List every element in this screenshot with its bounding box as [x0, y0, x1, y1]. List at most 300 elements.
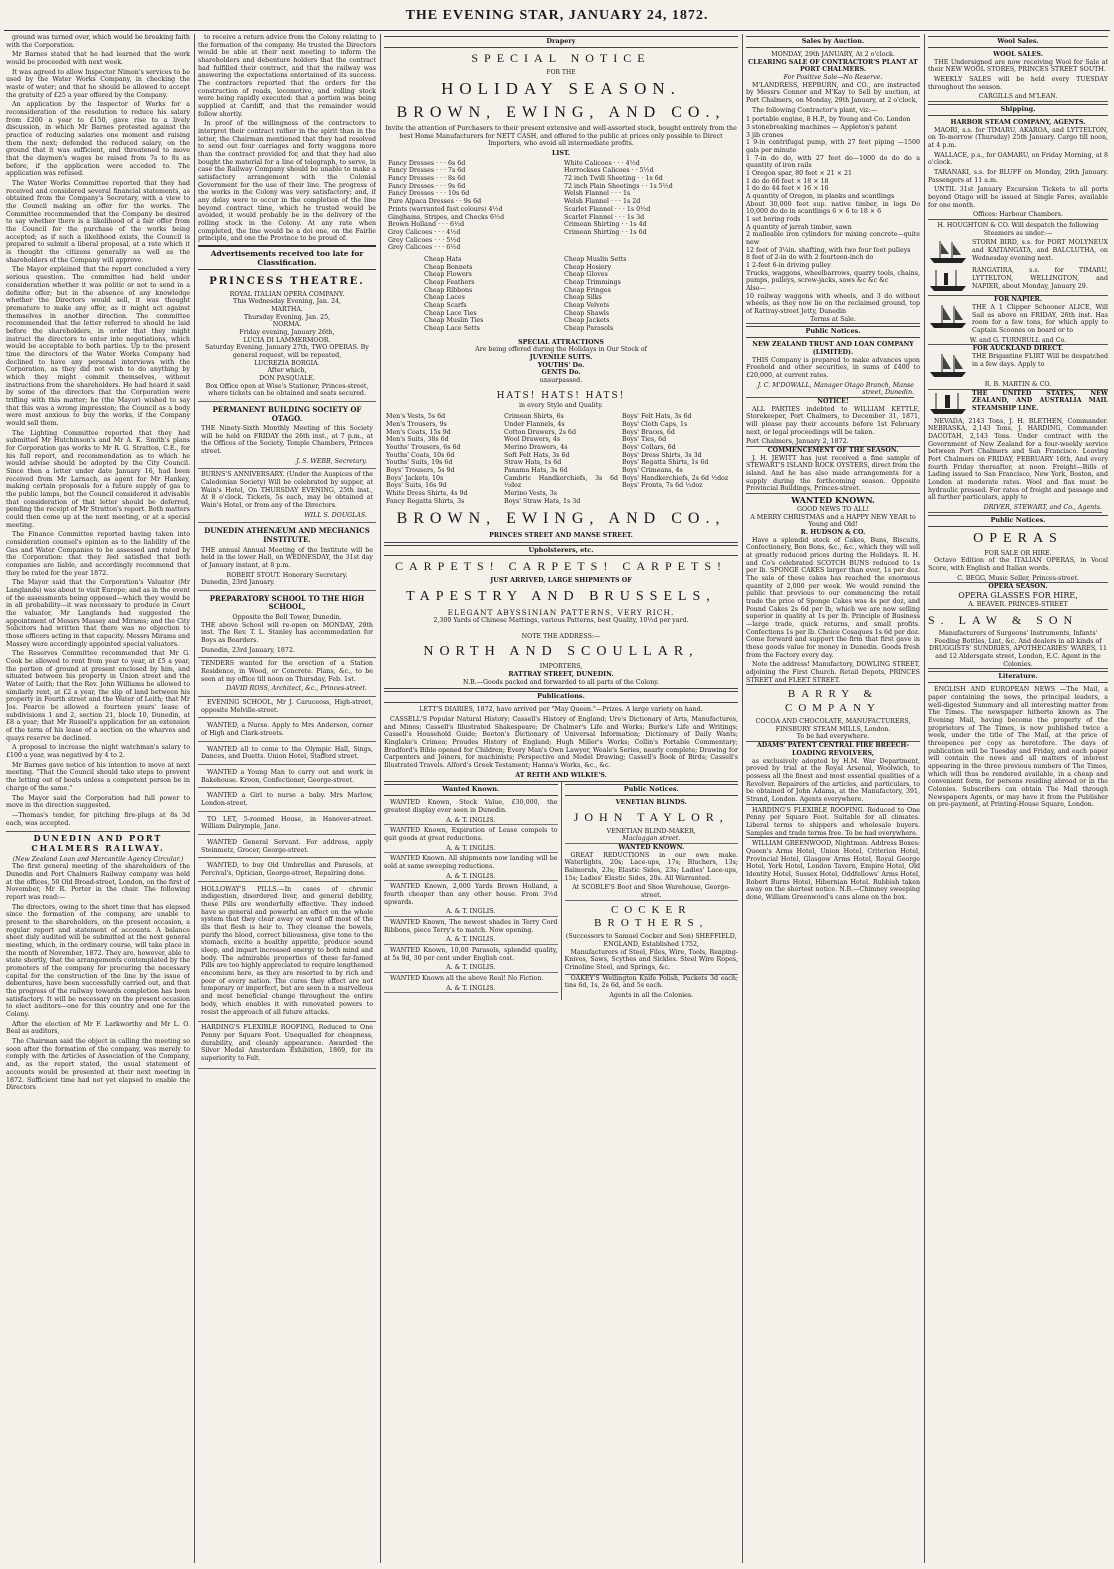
paragraph: ground was turned over, which would be breaking faith with the Corporation. [6, 34, 190, 49]
wanted-known-ad: WANTED Known, 10,00 Parasols, splendid quality, at 5s 9d, 30 per cent under English cost. [384, 947, 558, 962]
theatre-line: LUCREZIA BORGIA. [254, 359, 320, 367]
public-notices-section [562, 782, 739, 999]
price-list-right [564, 160, 734, 252]
upholsterers-heading: Upholsterers, etc. [384, 545, 738, 557]
menswear-item: Youths' Trousers, 6s 6d [386, 443, 461, 451]
cheap-list-left [424, 256, 558, 333]
cheap-list-right [564, 256, 698, 333]
plant-item: Trucks, waggons, wheelbarrows, quarry tools, chains, pumps, pulleys, screw-jacks, saws &c &c &c [746, 269, 920, 285]
special-attractions: SPECIAL ATTRACTIONS [518, 338, 604, 346]
united-title: THE UNITED STATES, NEW ZEALAND, AND AUSTRALIA MAIL STEAMSHIP LINE. [972, 389, 1108, 412]
nz-trust-signature: J. C. M'DOWALL, Manager Otago Branch, Manse street, Dunedin. [746, 382, 914, 398]
menswear-item: Boys' Felt Hats, 3s 6d [622, 413, 692, 421]
holiday-season: HOLIDAY SEASON. [441, 78, 681, 98]
north-scoullar: NORTH AND SCOULLAR, [423, 644, 699, 660]
plant-item: 1 set boring rods [746, 216, 801, 224]
martin: R. B. MARTIN & CO. [928, 381, 1108, 390]
plant-intro: The following Contractor's plant, viz:— [752, 106, 877, 114]
oakey-text: OAKEY'S Wellington Knife Polish, Packets 3d each; tins 6d, 1s, 2s 6d, and 5s each. [564, 974, 738, 990]
theatre-line: Friday evening, January 26th, [239, 328, 335, 336]
inglis-signature: A. & T. INGLIS. [384, 964, 558, 973]
cassell-list: CASSELL'S Popular Natural History; Cassell's History of England; Ure's Dictionary of Arts, Manufactures, and Mines; Cassell's Illustrated Shakespeare; Dr Chalmer's Life and Works; Burke's Life and Writings; Cassell's Household Guide; Beeton's Dictionary of Universal Information; Dictionary of Daily Wants; Kinglake's Crimea; Proudes History of England; Hugh Miller's Works; Collin's Portable Commentary; Bradford's Bible opened for Children; Every Man's Own Lawyer, Weale's Series, nearly complete; Drawing for Carpenters and Joiners, for machinists; Perspective and Model Drawing; Cassell's Book of Birds; Cassell's Illustrated Travels. Alford's Greek Testament; Hanna's Works, &c., &c. [384, 715, 738, 769]
athenaeum-date: Dunedin, 23rd January. [201, 579, 275, 587]
cheap-item: Cheap Silks [564, 294, 602, 302]
theatre-line: Box Office open at Wise's Stationer, Princes-street, where tickets can be obtained and seats secured. [205, 382, 369, 398]
barry-company: BARRY & COMPANY [784, 688, 881, 714]
elegant-line: ELEGANT ABYSSINIAN PATTERNS, VERY RICH. [447, 607, 675, 617]
menswear-item: Boys' Braces, 6d [622, 428, 675, 436]
unsurpassed: unsurpassed. [539, 376, 583, 384]
theatre-title: PRINCESS THEATRE. [209, 276, 365, 288]
column-rule [194, 34, 195, 1563]
kettle-text: ALL PARTIES indebted to WILLIAM KETTLE, Storekeeper, Port Chalmers, to December 31, 1871, will please pay their accounts before 1st February next, or legal proceedings will be taken. [746, 405, 920, 436]
plant-item: 1 9-in centrifugal pump, with 27 feet piping —1500 gals per minute [746, 139, 920, 154]
railway-subtitle: (New Zealand Loan and Mercantile Agency Circular.) [12, 855, 184, 863]
plant-item: A quantity of Oregon, in planks and scantlings [746, 193, 895, 201]
paragraph: The Water Works Committee reported that they had received and considered several financial statements, as obtained from the Company's Secretary, with a view to the Council making an offer for the works. The Committee recommended that the Company be desired to say whether there is a likelihood of a fair offer from the Council for the purchase of the works being accepted; as if such a likelihood exists, the Council is prepared to submit a liberal proposal, at a rate which it is thought the citizens generally as well as the shareholders of the Company will approve. [6, 180, 190, 264]
ship-icon [928, 267, 968, 293]
terms-at-sale: Terms at Sale. [746, 316, 920, 325]
column-2 [198, 34, 376, 1563]
menswear-item: Merino Drawers, 4s [504, 443, 568, 451]
oakey-end: Agents in all the Colonies. [609, 992, 694, 1000]
plant-item: 1 do do 66 feet × 18 × 18 [746, 177, 829, 185]
wool-heading: Wool Sales. [928, 36, 1108, 48]
menswear-item: Boys' Fronts, 7s 6d ½doz [622, 482, 703, 490]
drapery-heading: Drapery [384, 36, 738, 48]
wanted-known-ad: WANTED Known. All shipments now landing will be sold at same sweeping reductions. [384, 855, 558, 870]
price-item: Welsh Flannel · · · 1s [564, 190, 631, 198]
column-4 [746, 34, 920, 1563]
menswear-item: Boys' Regatta Shirts, 1s 6d [622, 459, 709, 467]
john-taylor: JOHN TAYLOR, [573, 809, 729, 824]
scobles: At SCOBLE'S Boot and Shoe Warehouse, George-street. [565, 884, 739, 900]
theatre-ad [198, 272, 376, 402]
cheap-item: Cheap Lace Ties [424, 309, 477, 317]
building-title: PERMANENT BUILDING SOCIETY OF OTAGO. [212, 405, 362, 423]
paragraph: The Finance Committee reported having taken into consideration counsel's opinion as to the liability of the Gas and Water Companies to be assessed and rated by the Corporation: that they feel satisfied that both companies are liable, and accordingly recommend that they be rated for the year 1872. [6, 531, 190, 577]
brown-ewing-address: PRINCES STREET AND MANSE STREET. [384, 532, 738, 543]
shipping-heading: Shipping. [928, 104, 1108, 116]
prep-subtitle: Opposite the Bell Tower, Dunedin. [232, 613, 342, 621]
hats-heading: HATS! HATS! HATS! [496, 390, 626, 401]
menswear-item: White Dress Shirts, 4s 9d [386, 489, 468, 497]
menswear-item: Fancy Regatta Shirts, 3s [386, 497, 465, 505]
wanted-known-ad: WANTED Known, The newest shades in Terry Cord Ribbons, piece Terry's to match. Now opening. [384, 919, 558, 934]
theatre-line: Thursday Evening, Jan. 25, [243, 313, 331, 321]
wool-text: THE Undersigned are now receiving Wool for Sale at their NEW WOOL STORES, PRINCES STREET SOUTH. [928, 58, 1108, 74]
burns-text: BURNS'S ANNIVERSARY. (Under the Auspices of the Caledonian Society) Will be celebrated by supper, at Wain's Hotel, On THURSDAY EVENING, 25th inst., At 8 o'clock. Tickets, 5s each, may be obtained at Wain's Hotel, or from any of the Directors. [201, 471, 373, 510]
cheap-item: Cheap Muslin Ties [424, 317, 484, 325]
menswear-item: Youths' Suits, 19s 6d [386, 459, 453, 467]
paragraph: An application by the Inspector of Works for a reconsideration of the resolution to reduce his salary from £200 a year to £150, gave rise to a lively discussion, in which Mr Barnes protested against the practice of reducing salaries one moment and raising them the next; defended the reduced salary, on the ground that it was sufficient, and threatened to move that the daymen's wages be raised from 7s to 8s as before, if the application were acceded to. The application was refused. [6, 101, 190, 178]
railway-report [6, 863, 190, 1091]
price-item: Fancy Dresses · · · 8s 6d [388, 175, 466, 183]
menswear-item: Under Flannels, 4s [504, 420, 565, 428]
plant-item: A quantity of jarrah timber, sawn [746, 223, 852, 231]
menswear-item: Cambric Handkerchiefs, 3s 6d ½doz [504, 474, 618, 490]
operas-sub: FOR SALE OR HIRE. [984, 549, 1052, 557]
plant-list [746, 116, 920, 315]
merry-christmas: A MERRY CHRISTMAS and a HAPPY NEW YEAR to Young and Old! [750, 513, 916, 529]
paragraph: The Lighting Committee reported that they had submitted Mr Hutchinson's and Mr A. K. Smith's plans for Corporation gas works to Mr R. G. Stratton, C.E., for his full report, and recommendation as to which he would advise should be adopted by the City Council. Since then a letter under date January 16, had been received from Mr Larnach, as agent for Mr Hankey, making certain proposals for a future supply of gas to the public lamps, but the Council considered it advisable that consideration of that letter should be deferred, pending the receipt of Mr Stratton's report. Both matters could then come up at the next meeting, or at a special meeting. [6, 429, 190, 529]
price-item: Grey Calicoes · · · 5½d [388, 236, 461, 244]
menswear-item: Boys' Trousers, 5s 9d [386, 466, 455, 474]
public-notices-heading: Public Notices. [565, 784, 739, 796]
nz-trust-title: NEW ZEALAND TRUST AND LOAN COMPANY (LIMITED). [752, 341, 914, 357]
theatre-line: Saturday Evening, January 27th, TWO OPERAS. By general request, will be repeated, [205, 344, 369, 359]
small-ad: EVENING SCHOOL, Mr J. Caruceoss, High-street, opposite Melville-street. [198, 697, 376, 718]
athenaeum-text: THE annual Annual Meeting of the Institute will be held in the lower Hall, on WEDNESDAY, the 31st day of January instant, at 8 p.m. [201, 546, 373, 569]
top-rule [4, 30, 1110, 31]
special-sub: Are being offered during the Holidays in Our Stock of [475, 346, 647, 354]
letts-diaries: LETT'S DIARIES, 1872, have arrived per "May Queen."—Prizes. A large variety on hand. [419, 706, 703, 714]
cheap-item: Cheap Gloves [564, 271, 608, 279]
price-item: Grey Calicoes · · · 4½d [388, 228, 461, 236]
ns-address: RATTRAY STREET, DUNEDIN. [508, 671, 614, 679]
paragraph: The Reserves Committee recommended that Mr G. Cook be allowed to rent from year to year, at £5 a year, the portion of ground at present enclosed by him, and situated between his property in Union street and the Water of Leith; that the Rev. John Williams be allowed to similarly rent, at £2 a year, the slip of land between his property in Fourth street and the Water of Leith; that Mr Jos. Pearce be allowed a fourteen years' lease of subdivisions 1 and 2, section 21, block 10, Dunedin, at £8 a year; that Mr Russell's application for an extension of the term of his lease of a section on the wharves and quays reserve be declined. [6, 650, 190, 742]
public-notices-heading-3: Public Notices. [928, 515, 1108, 527]
plant-item: 1 Oregon spar, 80 feet × 21 × 21 [746, 170, 853, 177]
plant-item: About 30,000 feet sup. native timber, in logs Do 10,000 do do in scantlings 6 × 6 to 18 × 6 [746, 200, 920, 216]
cheap-item: Cheap Jackets [564, 317, 610, 325]
dowling-text: Note the address! Manufactory, DOWLING STREET, adjoining the First Church. Retail Depots, PRINCES STREET and FLEET STREET. [746, 661, 920, 684]
good-news: GOOD NEWS TO ALL! [796, 505, 870, 513]
cheap-item: Cheap Ribbons [424, 286, 473, 294]
auction-date: MONDAY, 29th JANUARY, At 2 o'clock. [771, 50, 895, 58]
price-item: Fancy Dresses · · · 9s 6d [388, 182, 466, 190]
venetian-heading: VENETIAN BLINDS. [615, 799, 687, 807]
offices: Offices: Harbour Chambers. [928, 211, 1108, 220]
note-address: NOTE THE ADDRESS:— [521, 632, 601, 640]
price-item: Horrockses Calicoes · · 5½d [564, 167, 654, 175]
paragraph: It was agreed to allow Inspector Nimon's services to be used by the Water Works Company, in checking the waste of water; and that he should be allowed to accept the gratuity of £25 a year offered by the Company. [6, 68, 190, 99]
cheap-item: Cheap Hats [424, 255, 462, 263]
price-item: White Calicoes · · · 4½d [564, 159, 640, 167]
cheap-item: Cheap Bonnets [424, 263, 473, 271]
column-5 [928, 34, 1108, 1563]
plant-item: 3 jib cranes [746, 131, 784, 139]
kettle-date: Port Chalmers, January 2, 1872. [746, 438, 920, 447]
plant-item: 12 feet of 3¼in. shafting, with two four feet pulleys [746, 246, 911, 254]
beaver: A. BEAVER. PRINCES-STREET [928, 601, 1108, 610]
menswear-item: Men's Suits, 38s 6d [386, 436, 449, 444]
athenaeum-ad [198, 523, 376, 590]
ship-icon [928, 239, 968, 265]
taylor-sub: VENETIAN BLIND-MAKER, [606, 827, 696, 835]
small-ads [198, 697, 376, 882]
until-text: UNTIL 31st January Excursion Tickets to all ports beyond Otago will be issued at Single Fares, available for one month. [928, 186, 1108, 209]
harding-text: HARDING'S FLEXIBLE ROOFING, Reduced to One Penny per Square Foot. Unequalled for cheapness, durability, and cleanly appearance. Awarded the Silver Medal Amsterdam Exhibition, 1869, for its superiority to Felt. [201, 1024, 373, 1062]
reith-wilkie: AT REITH AND WILKIE'S. [384, 772, 738, 783]
menswear-item: Straw Hats, 1s 6d [504, 459, 562, 467]
cheap-item: Cheap Trimmings [564, 278, 621, 286]
weekly-sales: WEEKLY SALES will be held every TUESDAY throughout the season. [928, 75, 1108, 91]
price-item: Scarlet Flannel · · · 1s 3d [564, 213, 645, 221]
building-signature: J. S. WEBB, Secretary. [296, 457, 367, 465]
paragraph: —Thomas's tender, for pitching fire-plugs at 8s 3d each, was accepted. [6, 811, 190, 827]
building-society-ad [198, 402, 376, 469]
inglis-signature: A. & T. INGLIS. [384, 936, 558, 945]
menswear-item: Panama Hats, 3s 6d [504, 466, 568, 474]
small-ad: WANTED a Girl to nurse a baby. Mrs Marlow, London-street. [198, 790, 376, 811]
greenwood-text: WILLIAM GREENWOOD, Nightman. Address Boxes: Queen's Arms Hotel, Union Hotel, Criterion Hotel, Provincial Hotel, Glasgow Arms Hotel, Royal George Hotel, York Hotel, London Tavern, Empire Hotel, Old Identity Hotel, Sussex Hotel, Oddfellows' Arms Hotel, Robert Burns Hotel, Hibernian Hotel. Rubbish taken away on the shortest notice. N.B.—Chimney sweeping done, William Greenwood's cans alone on the box. [746, 840, 920, 901]
tenders-signature: DAVID ROSS, Architect, &c., Princes-street. [226, 685, 367, 693]
houghton: H. HOUGHTON & CO. Will despatch the following Steamers as under:— [937, 221, 1099, 237]
adams-title: ADAMS' PATENT CENTRAL FIRE BREECH-LOADING REVOLVERS, [756, 742, 910, 757]
hudson-text: Have a splendid stock of Cakes, Buns, Biscuits, Confectionery, Bon Bons, &c., &c., which they will sell at greatly reduced prices during the Holidays. R. H. and Co's celebrated SCOTCH BUNS reduced to 1s per lb. SPONGE CAKES larger than ever, 1s per doz. The sale of these cakes has reached the enormous quantity of 2,000 per week. We would remind the public that previous to our commencing the retail trade the price of Sponge Cakes was 4s per doz, and Pound Cakes 2s 6d per lb, which we are now selling superior in quality at 1s per lb. Principle of Business—large trade, quick returns, and small profits. Confections 1s per lb. Choice Cosaques 1s 6d per doz. Come forward and support the firm that first gave in these goods value for money in Dunedin. Goods fresh from the Factory every day. [746, 536, 920, 659]
tenders-ad [198, 658, 376, 697]
literature-heading: Literature. [928, 671, 1108, 683]
wanted-known-2: WANTED KNOWN. [618, 843, 685, 851]
maori-text: MAORI, s.s. for TIMARU, AKAROA, and LYTTELTON, on To-morrow (Thursday) 25th January. Cargo till noon, at 4 p.m. [928, 126, 1108, 149]
menswear-item: Boys' Suits, 16s 9d [386, 482, 447, 490]
wanted-known-ad: WANTED Known, Stock Value, £30,000, the greatest display ever seen in Dunedin. [384, 799, 558, 814]
begg: C. BEGG, Music Seller, Princes-street. [928, 575, 1108, 584]
paragraph: to receive a return advice from the Colony relating to the formation of the company. He trusted the Directors would be able at their next meeting to inform the shareholders and debenture holders that the contract had fulfilled their contract, and that the railway was answering the expectations entertained of its success. The contractors reported that the orders for the construction of roads, locomotive, and rolling stock were being rapidly executed: that a portion was being supplied at Cardiff, and that the remainder would follow shortly. [198, 34, 376, 118]
carpets-heading: CARPETS! CARPETS! CARPETS! [394, 559, 728, 574]
cheap-item: Cheap Hosiery [564, 263, 612, 271]
late-ads-heading: Advertisements received too late for Classification. [198, 245, 376, 270]
menswear-item: Boys' Dress Shirts, 3s 3d [622, 451, 702, 459]
theatre-line: ROYAL ITALIAN OPERA COMPANY. [229, 290, 345, 298]
plant-item: 3 stonebreaking machines — Appleton's patent [746, 123, 897, 131]
tapestry-heading: TAPESTRY AND BRUSSELS, [406, 588, 716, 604]
paragraph: The Mayor said that the Corporation's Valuator (Mr Langlands) was about to visit Europe; and as in the event of the assessments being opposed—which they would be in all probability—it was necessary to produce in Court the valuator, Mr Langlands had suggested the appointment of Messrs Massey and Mirams; and the City Solicitors had written that there was no objection to those officers acting in that capacity. Messrs Mirams and Massey were accordingly appointed special valuators. [6, 579, 190, 648]
juvenile-lines [384, 354, 738, 377]
menswear-item: Cotton Drawers, 2s 6d [504, 428, 576, 436]
column-rule [380, 34, 381, 1563]
wanted-known-heading-2: WANTED KNOWN. [791, 495, 875, 506]
for-the: FOR THE [546, 68, 576, 76]
plant-item: 2 malleable iron cylinders for mixing concrete—quite new [746, 231, 920, 247]
plant-item: Also— [746, 285, 766, 293]
inglis-signature: A. & T. INGLIS. [384, 845, 558, 854]
cocker-text: Manufacturers of Steel, Files, Wire, Tools, Reaping-Knives, Saws, Scythes and Sickles. Steel Wire Ropes, Crinoline Steel, and Springs, &c. [564, 948, 738, 972]
menswear-item: Boys' Handkerchiefs, 2s 6d ½doz [622, 474, 729, 482]
cheap-item: Cheap Scarfs [424, 301, 467, 309]
theatre-line: NORMA. [272, 321, 302, 329]
menswear-list-a [386, 413, 500, 505]
jewitt-text: J. H. JEWITT has just received a fine sample of STEWART'S ISLAND ROCK OYSTERS, direct from the island. And he has also made arrangements for a supply during the forthcoming season. Opposite Provincial Buildings, Princes-street. [746, 454, 920, 493]
reductions-text: GREAT REDUCTIONS in our own make. Waterlights, 20s; Lace-ups, 17s; Bluchers, 13s; Balmorals, 23s; Elastic Sides, 23s; Ladies' Lace-ups, 15s; Ladies' Elastic Sides, 20s. All Warranted. [564, 851, 738, 882]
railway-title: DUNEDIN AND PORT CHALMERS RAILWAY. [6, 831, 190, 854]
alice-text: THE A 1 Clipper Schooner ALICE, Will Sail as above on FRIDAY, 26th inst. Has room for a few tons, for which apply to Captain Scoones on board or to [972, 303, 1108, 334]
theatre-line: After which, [267, 367, 307, 375]
brown-ewing-footer: BROWN, EWING, AND CO., [396, 510, 726, 528]
price-item: Fancy Dresses · · · 6s 6d [388, 159, 466, 167]
menswear-item: Men's Trousers, 9s [386, 420, 447, 428]
plant-item: 10 railway waggons with wheels, and 3 do without wheels, as they now lie on the reclaimed ground, top of Rattray-street Jetty, Dunedin [746, 292, 920, 316]
wallace-text: WALLACE, p.s., for OAMARU, on Friday Morning, at 8 o'clock. [928, 151, 1108, 167]
united-text: NEVADA, 2143 Tons, J. H. BLETHEN, Commander. NEBRASKA, 2,143 Tons, J. HARDING, Commander. DACOTAH, 2,143 Tons. Under contract with the Government of New Zealand for a four-weekly service between Port Chalmers and San Francisco. Leaving Port Chalmers on FRIDAY, FEBRUARY 16th, And every fourth Friday thereafter, at noon. Freight—Bills of Lading issued to San Francisco, New York, Boston, and London at moderate rates. Wool and flax must be hydraulic pressed. For rates of freight and passage and all further particulars, apply to [928, 417, 1108, 502]
english-news: ENGLISH AND EUROPEAN NEWS —The Mail, a paper containing the news, the principal leaders, a well-digested Summary and all interesting matter from The Times. The newspaper hitherto known as The Evening Mail, having become the property of the proprietors of The Times, is now published twice a week, under the title of The Mail, at the price of threepence per copy as heretofore. The days of publication will be Tuesday and Friday, and each paper will contain the news and all matters of interest appearing in the three previous numbers of The Times, which will thus be rendered available, in a cheap and convenient form, for persons residing abroad or in the Colonies. Subscribers can obtain The Mail through Newspapers Agents, or may have it from the Publisher on pre-payment, at Printing-House Square, London. [928, 686, 1108, 809]
price-item: 72 inch Plain Sheetings · · 1s 5½d [564, 182, 673, 190]
small-ad: WANTED all to come to the Olympic Hall, Sings, Dances, and Duetts. Union Hotel, Stafford street. [198, 744, 376, 765]
notice-heading: NOTICE! [817, 398, 849, 406]
harding-ad [198, 1022, 376, 1068]
paragraph: The directors, owing to the short time that has elapsed since the formation of the company, are unable to present to the shareholders, on the present occasion, a regular report and statement of accounts. A balance sheet duly audited will be submitted at the next general meeting, which, in the ordinary course, will take place in the month of November, 1872. They are, however, able to state shortly, that the arrangements contemplated by the promoters of the company for procuring the necessary capital for the construction of the line by the issue of debentures, have been successfully carried out, and that the progress of the railway towards completion has been satisfactory. It will be necessary on the present occasion to elect auditors—one for this country and one for the Colony. [6, 903, 190, 1019]
wanted-known-ad: WANTED Known, 2,000 Yards Brown Holland, a fourth cheaper than any other house. From 3½d upwards. [384, 883, 558, 906]
wanted-known-ads [384, 799, 558, 993]
paragraph: The first general meeting of the shareholders of the Dunedin and Port Chalmers Railway company was held at the offices, 50 Old Broad-street, London, on the first of November, Mr R. Porter in the chair. The following report was read:— [6, 863, 190, 902]
cocker-sub: (Successors to Samuel Cocker and Son) SHEFFIELD, ENGLAND, Established 1752, [565, 933, 737, 949]
price-item: 72 inch Twill Sheeting · · 1s 6d [564, 175, 663, 183]
price-item: Grey Calicoes · · · 6½d [388, 244, 461, 252]
tenders-text: TENDERS wanted for the erection of a Station Residence, in Wood, or Concrete. Plans, &c., to be seen at my office till noon on Thursday, Feb. 1st. [201, 660, 373, 683]
cheap-item: Cheap Parasols [564, 324, 614, 332]
paragraph: The Mayor said the Corporation had full power to move in the direction suggested. [6, 794, 190, 810]
column-1 [6, 34, 190, 1563]
column-3 [384, 34, 738, 1563]
napier-heading: FOR NAPIER. [994, 296, 1042, 304]
cheap-item: Cheap Muslin Setts [564, 255, 627, 263]
auction-heading: Sales by Auction. [746, 36, 920, 48]
menswear-item: Boys' Collars, 6d [622, 443, 676, 451]
menswear-item: Youths' Coats, 10s 6d [386, 451, 455, 459]
taylor-address: Maclaggan street. [565, 835, 739, 844]
holloway-text: HOLLOWAY'S PILLS.—In cases of chronic indigestion, disordered liver, and general debility, these Pills are wonderfully effective. They indeed have so general and powerful an effect on the whole system that they clear away or ward off most of the ills that flesh is heir to. They cleanse the bowels, purify the blood, correct biliousness, give tone to the stomach, excite a healthy appetite, produce sound sleep, and impart increased energy to both mind and body. The admirable properties of these far-famed Pills are too highly appreciated to require lengthened encomium here, as they are resorted to by rich and poor of every nation. The cures they effect are not temporary or imperfect, but are seen in a marvellous and most beneficial change throughout the entire body, which enables it with renovated powers to resist the approach of all future attacks. [201, 885, 373, 1016]
just-arrived: JUST ARRIVED, LARGE SHIPMENTS OF [490, 577, 632, 585]
positive-sale: For Positive Sale—No Reserve. [783, 73, 883, 81]
paragraph: Mr Barnes gave notice of his intention to move at next meeting. "That the Council should take steps to prevent the letting out of boats unless a competent person be in charge of the same." [6, 761, 190, 792]
menswear-item: Boys' Cloth Caps, 1s [622, 420, 688, 428]
paragraph: Mr Barnes stated that he had learned that the work would be proceeded with next week. [6, 51, 190, 67]
burns-ad [198, 469, 376, 523]
paragraph: The Chairman said the object in calling the meeting so soon after the formation of the company, was merely to comply with the Articles of Association of the Company, and, as the report stated, the usual statement of accounts would be presented at their next meeting in 1872. Sufficient time had not yet elapsed to enable the Directors [6, 1038, 190, 1092]
operas-title: OPERAS [973, 530, 1063, 546]
column-rule [742, 34, 743, 1563]
wanted-known-ad: WANTED Known all the above Real! No Fiction. [390, 975, 544, 983]
holloway-ad [198, 884, 376, 1022]
adams-text: as exclusively adopted by H.M. War Department, proved by trial at the Royal Arsenal, Woolwich, to possess all the finest and most essential qualities of a Revolver. Repairers of the articles, and particulars, to be obtained of John Adams, at the Manufactory, 391, Strand, London. Agents everywhere. [746, 757, 920, 803]
prep-school-ad [198, 591, 376, 658]
price-item: Fancy Dresses · · · 7s 6d [388, 167, 466, 175]
menswear-item: Boys' Straw Hats, 1s 3d [504, 497, 581, 505]
small-ad: WANTED, a Nurse. Apply to Mrs Anderson, corner of High and Clark-streets. [198, 720, 376, 741]
paragraph: After the election of Mr F. Larkworthy and Mr L. O. Beal as auditors, [6, 1020, 190, 1036]
menswear-item: Merino Vests, 3s [504, 489, 557, 497]
octavo-text: Octavo Edition of the ITALIAN OPERAS, in Vocal Score, with English and Italian words. [928, 557, 1108, 573]
wanted-known-heading: Wanted Known. [384, 784, 558, 796]
prep-title: PREPARATORY SCHOOL TO THE HIGH SCHOOL, [209, 593, 365, 612]
hudson-name: R. HUDSON & CO. [800, 528, 866, 536]
harbor-steam: HARBOR STEAM COMPANY, AGENTS. [950, 118, 1086, 126]
juvenile-line: GENTS Do. [541, 369, 581, 377]
special-notice: SPECIAL NOTICE [471, 50, 651, 65]
cheap-item: Cheap Laces [424, 294, 465, 302]
menswear-list-c [622, 413, 736, 505]
plant-item: 8 feet of 2-in do with 2 fourteen-inch do [746, 254, 874, 262]
price-item: Crimean Shirting · · 1s 6d [564, 228, 647, 236]
matting-line: 2,300 Yards of Chinese Mattings, various Patterns, best Quality, 10½d per yard. [433, 616, 689, 624]
council-report [6, 34, 190, 827]
opera-season: OPERA SEASON. [988, 583, 1048, 591]
menswear-item: Men's Vests, 5s 6d [386, 413, 446, 421]
theatre-line: This Wednesday Evening, Jan. 24, [233, 298, 341, 306]
cocker-brothers: COCKER BROTHERS, [594, 903, 709, 930]
wool-title: WOOL SALES. [993, 50, 1043, 58]
harding-roofing: HARDING'S FLEXIBLE ROOFING. Reduced to One Penny per Square Foot. Suitable for all climates. Liberal terms to shippers and wholesale buyers. Samples and trade terms free. To be had everywhere. [746, 806, 920, 837]
auckland-heading: FOR AUCKLAND DIRECT. [972, 345, 1064, 353]
burns-signature: WILL S. DOUGLAS. [304, 511, 367, 519]
small-ad: WANTED a Young Man to carry out and work in Bakehouse. Kroon, Confectioner, George-street. [198, 767, 376, 788]
inglis-signature: A. & T. INGLIS. [384, 908, 558, 917]
small-ad: TO LET, 5-roomed House, in Hanover-street. William Dalrymple, Jane. [198, 814, 376, 835]
theatre-line: LUCIA DI LAMMERMOOR. [243, 336, 331, 344]
building-text: THE Ninety-Sixth Monthly Meeting of this Society will be held on FRIDAY the 26th inst., at 7 p.m., at the Offices of the Society, Temple Chambers, Princes street. [201, 425, 373, 456]
inglis-signature: A. & T. INGLIS. [384, 873, 558, 882]
menswear-item: Wool Drawers, 4s [504, 436, 561, 444]
plant-item: 1 portable engine, 8 H.P., by Young and Co. London [746, 116, 911, 124]
ship-icon [928, 353, 968, 379]
mlandress-text: M'LANDRESS, HEPBURN, and CO., are instructed by Messrs Connor and M'Kay to Sell by auction, at Port Chalmers, on Monday, 29th January, at 2 o'clock, [746, 81, 920, 104]
theatre-lines [201, 291, 373, 398]
cheap-item: Cheap Shawls [564, 309, 610, 317]
flirt-text: THE Brigantine FLIRT Will be despatched in a few days. Apply to [972, 352, 1108, 368]
nz-trust-text: THIS Company is prepared to make advances upon Freehold and other securities, in sums of £400 to £20,000, at current rates. [746, 356, 920, 380]
prep-text: THE above School will re-open on MONDAY, 29th inst. The Rev. T. L. Stanley has accommodation for Boys as Boarders. [201, 621, 373, 644]
cheap-item: Cheap Feathers [424, 278, 475, 286]
small-ad: WANTED, to buy Old Umbrellas and Parasols, at Percival's, Optician, George-street, Repairing done. [198, 860, 376, 881]
ship-icon [928, 390, 968, 416]
clearing-sale: CLEARING SALE OF CONTRACTOR'S PLANT AT PORT CHALMERS. [748, 58, 918, 74]
storm-bird-text: STORM BIRD, s.s. for PORT MOLYNEUX and KAITANGATA, and BALCLUTHA, on Wednesday evening next. [972, 239, 1108, 262]
rangatira-text: RANGATIRA, s.s. for TIMARU, LYTTELTON, WELLINGTON, and NAPIER, about Monday, January 29. [972, 267, 1108, 290]
plant-item: 1 7-in do do, with 27 feet do—1000 do do do a quantity of iron rails [746, 154, 920, 170]
juvenile-line: YOUTHS' Do. [537, 361, 585, 369]
commencement-heading: COMMENCEMENT OF THE SEASON. [767, 447, 899, 455]
law-son: S. LAW & SON [928, 612, 1079, 627]
wanted-known-section [384, 782, 562, 999]
publications-heading: Publications. [384, 691, 738, 703]
price-item: Ginghams, Stripes, and Checks 6½d [388, 213, 505, 221]
wanted-known-ad: WANTED Known, Expiration of Lease compels to quit goods at great reductions. [384, 827, 558, 842]
menswear-list-b [504, 413, 618, 505]
cheap-item: Cheap Velvets [564, 301, 610, 309]
menswear-item: Crimean Shirts, 6s [504, 413, 564, 421]
menswear-item: Men's Coats, 15s 9d [386, 428, 451, 436]
menswear-item: Soft Felt Hats, 3s 6d [504, 451, 570, 459]
prep-date: Dunedin, 23rd January, 1872. [201, 646, 295, 654]
price-list-left [388, 160, 558, 252]
opera-glasses: OPERA GLASSES FOR HIRE, [958, 591, 1078, 601]
athenaeum-title: DUNEDIN ATHENÆUM AND MECHANICS INSTITUTE. [204, 526, 370, 544]
theatre-line: DON PASQUALE. [259, 375, 315, 382]
ns-importers: IMPORTERS, [539, 663, 583, 671]
menswear-item: Boys' Jackets, 10s [386, 474, 444, 482]
paragraph: A proposal to increase the night watchman's salary to £100 a year, was negatived by 4 to 2. [6, 744, 190, 760]
drapery-intro: Invite the attention of Purchasers to their present extensive and well-assorted stock, bought entirely from the best Home Manufacturers for NETT CASH, and offered to the public at prices only possible to Direct Importers, who avoid all intermediate profits. [385, 125, 737, 148]
small-ad: WANTED General Servant. For address, apply Steinmetz, Grocer, George-street. [198, 837, 376, 858]
athenaeum-signature: ROBERT STOUT. Honorary Secretary. [226, 571, 348, 579]
barry-sub: COCOA AND CHOCOLATE, MANUFACTURERS, FINSBURY STEAM MILLS, London. [755, 718, 911, 733]
inglis-signature: A. & T. INGLIS. [384, 985, 558, 994]
public-notices-heading-2: Public Notices. [746, 326, 920, 338]
list-heading: LIST. [552, 150, 570, 158]
law-text: Manufacturers of Surgeons' Instruments, Infants' Feeding Bottles, Lint, &c. And dealers in all kinds of DRUGGISTS' SUNDRIES, APOTHECARIES' WARES, 11 and 12 Aldersgate street, London, E.C. Agent in the Colonies. [929, 630, 1107, 668]
column-rule [924, 34, 925, 1563]
cheap-item: Cheap Flowers [424, 271, 472, 279]
theatre-line: MARTHA. [271, 305, 303, 313]
paragraph: In proof of the willingness of the contractors to interpret their contract rather in the spirit than in the letter, the Chairman mentioned that they had resolved to send out four carriages and forty waggons more than the contract provided for, and that they had also bought the material for a line of telegraph, to serve, in case the Railway Company should be unable to make a satisfactory arrangement with the Colonial Government for the use of their line. The progress of the works in the Colony was very satisfactory; and, if any delay were to occur in the completion of the line beyond contract time, which he trusted would be avoided, it would probably be in the delivery of the rolling stock in the Colony. At any rate when completed, the line would be a doi one, on the Fairlie principle, and one the Province to be proud of. [198, 120, 376, 243]
driver-stewart: DRIVER, STEWART, and Co., Agents. [928, 504, 1102, 513]
plant-item: 1 do do 44 feet × 16 × 16 [746, 185, 829, 193]
price-item: Brown Holland · · · 6½d [388, 221, 465, 229]
cheap-item: Cheap Lace Setts [424, 324, 480, 332]
ship-icon [928, 304, 968, 330]
inglis-signature: A. & T. INGLIS. [384, 817, 558, 826]
